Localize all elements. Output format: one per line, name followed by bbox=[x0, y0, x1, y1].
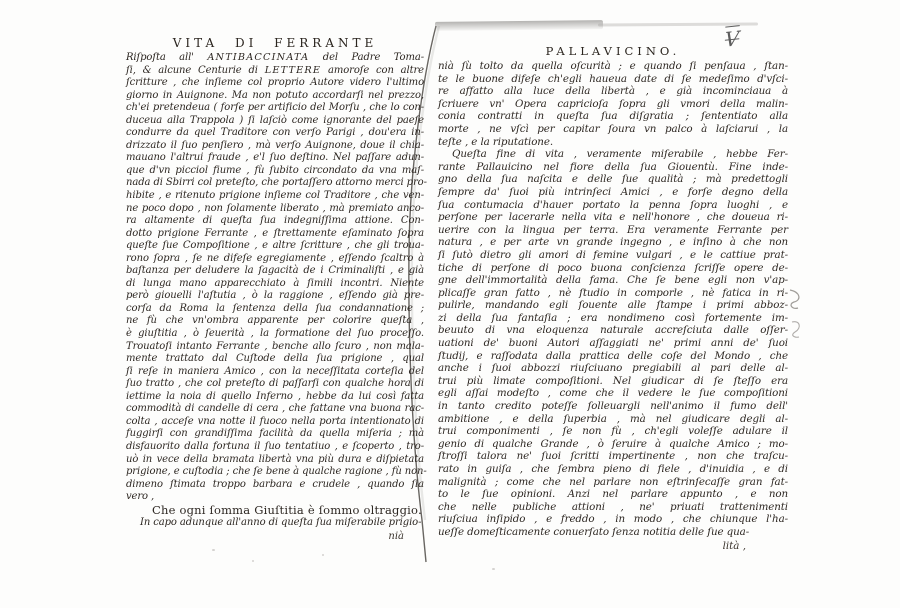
text-line: morte , ne vſcì per capitar ſoura vn palco à laſciarui , la bbox=[438, 122, 788, 135]
text-line: ſi ſutò dietro gli amori di femine vulgari , e le cattiue prat- bbox=[438, 248, 788, 261]
paragraph bbox=[438, 148, 788, 538]
text-line: te le buone difeſe ch'egli haueua date di ſe medeſimo d'vſci- bbox=[438, 72, 788, 85]
text-line: zi della ſua fantaſia ; era nondimeno così fortemente im- bbox=[438, 311, 788, 324]
margin-ink-flourish bbox=[786, 288, 806, 340]
text-line: condurre da quel Traditore con verſo Parigi , dou'era in- bbox=[126, 127, 424, 139]
right-catchword: lità , bbox=[722, 539, 746, 552]
text-line: uationi de' buoni Autori aſſaggiati ne' primi anni de' ſuoi bbox=[438, 337, 788, 350]
text-line: nià ſù tolto da quella oſcurità ; e quando ſi penſaua , ſtan- bbox=[438, 60, 788, 72]
text-line: ſtudij, e raſſodata dalla prattica delle coſe del Mondo , che bbox=[438, 349, 788, 362]
text-line: beuuto di vna eloquenza naturale accreſciuta dalle oſſer- bbox=[438, 324, 788, 337]
text-line: Queſta fine di vita , veramente miſerabile , hebbe Fer- bbox=[452, 148, 788, 161]
text-line: Riſpoſta all' ANTIBACCINATA del Padre Toma- bbox=[126, 52, 424, 63]
text-line: rono ſopra , ſe ne difeſe egregiamente , eſſendo ſcaltro à bbox=[126, 252, 424, 264]
text-line: prigione, e cuſtodia ; che ſe bene à qualche ragione , fù non- bbox=[126, 466, 427, 478]
text-line: pulirle, mandando egli ſouente alle ſtampe i primi abboz- bbox=[438, 299, 788, 312]
left-book-page bbox=[126, 36, 427, 543]
right-running-head: PALLAVICINO. bbox=[545, 44, 681, 58]
paper-speck bbox=[322, 554, 324, 556]
text-line: teſte , e la riputatione. bbox=[438, 135, 554, 148]
paragraph bbox=[126, 517, 424, 530]
text-line: ſuo tratto , che col preteſto di paſſarſi con qualche hora di bbox=[126, 378, 424, 390]
text-line: trui componimenti , ſe non fù , ch'egli voleſſe adulare il bbox=[438, 425, 788, 438]
text-line: plicaſſe gran fatto , nè ſtudio in comporle , nè fatica in ri- bbox=[438, 286, 788, 299]
text-line: queſte ſue Compoſitione , e altre ſcritture , che gli troua- bbox=[126, 240, 424, 252]
text-line: dotto prigione Ferrante , e ſtrettamente eſaminato ſopra bbox=[126, 227, 424, 239]
text-line: che nelle publiche attioni , ne' priuati trattenimenti bbox=[438, 500, 788, 513]
text-line: rato in guiſa , che ſembra pieno di fiele , d'inuidia , e di bbox=[438, 463, 788, 475]
text-line: uerire con la lingua per terra. Era veramente Ferrante per bbox=[438, 223, 788, 236]
text-line: to le ſue opinioni. Anzi nel parlare appunto , e non bbox=[438, 488, 788, 501]
text-line: baſtanza per deludere la ſagacità de i Criminaliſti , e già bbox=[126, 265, 424, 277]
text-line: perſone per lacerarle nella vita e nell'honore , che doueua ri- bbox=[438, 211, 788, 224]
text-line: ueſſe domeſticamente conuerſato ſenza notitia delle ſue qua- bbox=[438, 525, 750, 538]
text-line: mauano l'altrui fraude , e'l ſuo deſtino. Nel paſſare adun- bbox=[126, 152, 424, 164]
text-line: colta , acceſe vna notte il fuoco nella porta intentionato di bbox=[126, 415, 424, 427]
text-line: ſcriuere vn' Opera capricioſa ſopra gli vmori della malin- bbox=[438, 97, 788, 110]
right-book-page bbox=[438, 44, 788, 553]
right-text-block bbox=[438, 60, 788, 539]
text-line: conia contratti in queſta ſua diſgratia ; ſententiato alla bbox=[438, 110, 788, 123]
paper-speck bbox=[252, 560, 254, 562]
text-line: ſi, & alcune Centurie di LETTERE amoroſe con altre bbox=[126, 64, 424, 76]
text-line: di lunga mano apparecchiato à ſimili incontri. Niente bbox=[126, 277, 424, 289]
text-line: tiche di perſone di poco buona conſcienza ſcriſſe opere de- bbox=[438, 261, 788, 274]
text-line: ſi reſe in maniera Amico , con la neceſſitata corteſia del bbox=[126, 365, 424, 377]
text-line: ſtroſſi talora ne' ſuoi ſcritti impertinente , non che traſcu- bbox=[438, 450, 788, 463]
text-line: fuggirſi con grandiſſima facilità da quella miſeria ; mà bbox=[126, 428, 424, 440]
text-line: ſua contumacia d'hauer portato la penna ſopra luoghi , e bbox=[438, 198, 788, 211]
paper-speck bbox=[212, 549, 215, 551]
text-line: giorno in Auignone. Ma non potuto accordarſi nel prezzo, bbox=[126, 89, 424, 101]
text-line: drizzato il ſuo penſiero , mà verſo Auignone, doue il chia- bbox=[126, 139, 424, 151]
text-line: ne fù che vn'ombra apparente per colorire queſta , bbox=[126, 315, 424, 327]
paragraph bbox=[438, 60, 788, 148]
text-line: rante Pallauicino nel fiore della ſua Giouentù. Fine inde- bbox=[438, 160, 788, 173]
left-catchword: nià bbox=[388, 531, 404, 543]
text-line: in tanto credito poteſſe ſolleuargli nell'animo il fumo dell' bbox=[438, 400, 788, 413]
page-edge-smudge bbox=[435, 20, 603, 31]
text-line: natura , e per arte vn grande ingegno , e inſino à che non bbox=[438, 236, 788, 249]
text-line: iettime la noia di quello Inferno , hebbe da lui così fatta bbox=[126, 390, 424, 402]
text-line: duceua alla Trappola ) ſi laſciò come ignorante del paeſe bbox=[126, 114, 424, 126]
text-line: però giouelli l'aſtutia , ò la raggione , eſſendo già pre- bbox=[126, 290, 424, 302]
text-line: Trouatoſi intanto Ferrante , benche allo ſcuro , non mala- bbox=[126, 340, 424, 352]
text-line: ambitione , e della ſuperbia , mà nel giudicare degli al- bbox=[438, 412, 788, 425]
text-line: gne dell'immortalità della fama. Che ſe bene egli non v'ap- bbox=[438, 274, 788, 287]
text-line: ne poco dopo , non ſolamente liberato , mà premiato anco- bbox=[126, 202, 424, 214]
folio-numeral-mark: V bbox=[724, 26, 740, 52]
paper-speck bbox=[492, 568, 495, 570]
left-running-head: VITA DI FERRANTE bbox=[172, 36, 378, 50]
text-line: ra altamente di queſta ſua indegniſſima attione. Con- bbox=[126, 215, 424, 227]
text-line: anche i ſuoi abbozzi riuſciuano pregiabili al pari delle al- bbox=[438, 362, 788, 375]
text-line: ſempre da' ſuoi più intrinſeci Amici , e forſe degno della bbox=[438, 185, 788, 198]
text-line: uò in vece della bramata libertà vna più dura e diſpietata bbox=[126, 453, 424, 465]
text-line: Che ogni ſomma Giuſtitia è ſommo oltraggio. bbox=[152, 502, 422, 517]
text-line: ch'ei pretendeua ( forſe per artificio del Morſu , che lo con- bbox=[126, 102, 424, 114]
text-line: è giuſtitia , ò ſeuerità , la formatione del ſuo proceſſo. bbox=[126, 328, 424, 340]
text-line: disfauorito dalla fortuna il ſuo tentatiuo , e ſcoperto , tro- bbox=[126, 440, 424, 452]
text-line: gno della ſua naſcita e delle ſue qualità ; mà predettogli bbox=[438, 173, 788, 186]
text-line: que d'vn picciol fiume , fù ſubito circondato da vna maſ- bbox=[126, 164, 424, 176]
text-line: nada di Sbirri col preteſto, che portaſſero attorno merci pro- bbox=[126, 177, 427, 189]
text-line: mente trattato dal Cuſtode della ſua prigione , qual bbox=[126, 353, 424, 365]
left-text-block bbox=[126, 52, 427, 529]
text-line: In capo adunque all'anno di queſta ſua miſerabile prigio- bbox=[140, 516, 422, 528]
text-line: riuſciua inſipido , e freddo , in modo , che chiunque l'ha- bbox=[438, 513, 788, 526]
text-line: dimeno ſtimata troppo barbara e crudele , quando ſia bbox=[126, 478, 424, 490]
text-line: re affatto alla luce della libertà , e già incominciaua à bbox=[438, 85, 788, 98]
text-line: commodità di candelle di cera , che fattane vna buona rac- bbox=[126, 403, 424, 415]
text-line: malignità ; come che nel parlare non eſtrinſecaſſe gran fat- bbox=[438, 475, 788, 488]
text-line: trui più limate compoſitioni. Nel giudicar di ſe ſteſſo era bbox=[438, 374, 788, 387]
text-line: genio di qualche Grande , ò ſeruire à qualche Amico ; mo- bbox=[438, 437, 788, 450]
text-line: corſa da Roma la ſentenza della ſua condannatione ; bbox=[126, 302, 424, 314]
text-line: vero , bbox=[126, 491, 155, 503]
text-line: hibite , e ritenuto prigione inſieme col Traditore , che ven- bbox=[126, 190, 424, 202]
paragraph bbox=[126, 504, 424, 517]
text-line: egli aſſai modeſto , come che il vedere le ſue compoſitioni bbox=[438, 387, 788, 400]
paragraph bbox=[126, 52, 427, 504]
text-line: ſcritture , che inſieme col proprio Autore videro l'ultimo bbox=[126, 77, 424, 89]
